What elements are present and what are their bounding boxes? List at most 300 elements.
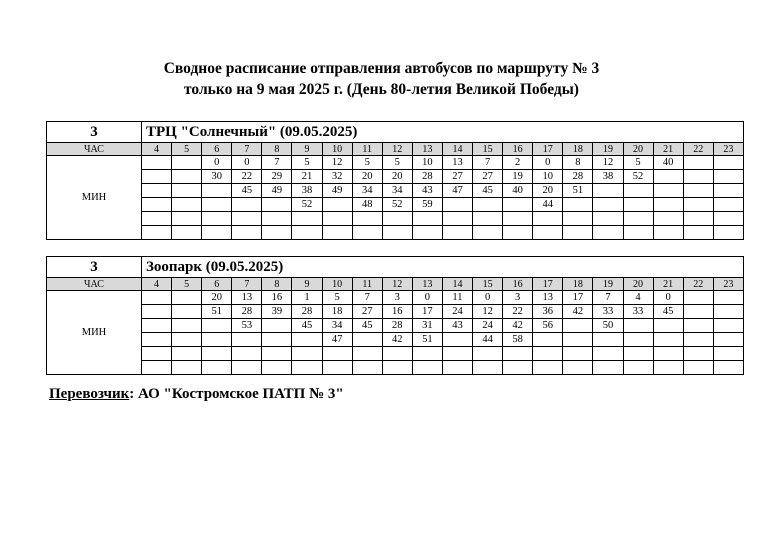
hour-cell: 11: [352, 143, 382, 156]
minute-cell: 19: [503, 170, 533, 184]
minute-cell: 20: [382, 170, 412, 184]
hour-cell: 23: [713, 143, 743, 156]
hour-cell: 12: [382, 278, 412, 291]
minute-cell: 16: [382, 305, 412, 319]
minute-cell: 50: [593, 319, 623, 333]
minute-cell: [352, 226, 382, 240]
minute-cell: 10: [533, 170, 563, 184]
minute-cell: [713, 291, 743, 305]
minute-cell: [292, 333, 322, 347]
minute-cell: 5: [292, 156, 322, 170]
minute-cell: [442, 333, 472, 347]
minute-cell: [202, 333, 232, 347]
minute-cell: 2: [503, 156, 533, 170]
minute-cell: [653, 333, 683, 347]
hour-label: ЧАС: [47, 143, 142, 156]
minute-cell: 16: [262, 291, 292, 305]
minute-cell: [593, 347, 623, 361]
minute-cell: [172, 333, 202, 347]
minute-cell: [623, 198, 653, 212]
minute-cell: [142, 319, 172, 333]
minute-cell: 24: [442, 305, 472, 319]
minute-cell: 28: [563, 170, 593, 184]
minute-cell: [322, 361, 352, 375]
minute-cell: [352, 361, 382, 375]
minute-cell: [352, 347, 382, 361]
minute-cell: 43: [412, 184, 442, 198]
hour-cell: 15: [473, 278, 503, 291]
minute-label: МИН: [47, 156, 142, 240]
minute-cell: [473, 347, 503, 361]
minute-cell: 5: [623, 156, 653, 170]
minute-cell: [322, 347, 352, 361]
minute-cell: [683, 333, 713, 347]
minute-cell: [172, 170, 202, 184]
minute-cell: 49: [322, 184, 352, 198]
minute-cell: [473, 198, 503, 212]
minute-cell: 47: [322, 333, 352, 347]
minute-cell: 11: [442, 291, 472, 305]
minute-cell: 13: [232, 291, 262, 305]
minute-cell: [713, 184, 743, 198]
minute-cell: [442, 361, 472, 375]
minute-cell: [653, 361, 683, 375]
minute-cell: [473, 361, 503, 375]
minute-cell: [232, 333, 262, 347]
minute-cell: [593, 212, 623, 226]
minute-cell: [172, 198, 202, 212]
minute-cell: 45: [292, 319, 322, 333]
minute-cell: 32: [322, 170, 352, 184]
minute-cell: [683, 361, 713, 375]
minute-cell: 28: [412, 170, 442, 184]
minute-cell: [623, 333, 653, 347]
hour-cell: 18: [563, 143, 593, 156]
hour-cell: 5: [172, 278, 202, 291]
minute-cell: [683, 226, 713, 240]
minute-cell: [503, 347, 533, 361]
minute-cell: [262, 226, 292, 240]
minute-row: [47, 170, 744, 184]
minute-cell: 20: [352, 170, 382, 184]
minute-cell: [713, 319, 743, 333]
schedule-table-solnechny: [46, 121, 744, 240]
minute-cell: 7: [352, 291, 382, 305]
minute-cell: 34: [382, 184, 412, 198]
minute-cell: [503, 226, 533, 240]
minute-cell: [232, 347, 262, 361]
hour-cell: 9: [292, 143, 322, 156]
minute-cell: [262, 319, 292, 333]
minute-cell: [653, 198, 683, 212]
minute-cell: [412, 361, 442, 375]
minute-cell: 12: [473, 305, 503, 319]
minute-cell: [382, 226, 412, 240]
minute-cell: [442, 226, 472, 240]
minute-cell: [142, 170, 172, 184]
minute-cell: [202, 198, 232, 212]
minute-cell: [593, 333, 623, 347]
minute-cell: [442, 212, 472, 226]
minute-cell: 51: [563, 184, 593, 198]
minute-cell: [623, 361, 653, 375]
minute-cell: 33: [623, 305, 653, 319]
minute-cell: [533, 333, 563, 347]
minute-cell: [412, 226, 442, 240]
hour-cell: 6: [202, 278, 232, 291]
minute-cell: [533, 226, 563, 240]
minute-cell: 27: [352, 305, 382, 319]
hour-cell: 8: [262, 278, 292, 291]
minute-cell: 34: [322, 319, 352, 333]
minute-cell: 56: [533, 319, 563, 333]
minute-cell: [172, 184, 202, 198]
minute-cell: 5: [382, 156, 412, 170]
minute-cell: 59: [412, 198, 442, 212]
minute-cell: [142, 305, 172, 319]
minute-cell: [503, 212, 533, 226]
hour-cell: 4: [142, 143, 172, 156]
minute-cell: 13: [533, 291, 563, 305]
carrier-label: Перевозчик: [49, 386, 130, 402]
minute-cell: [713, 198, 743, 212]
minute-cell: [262, 361, 292, 375]
minute-cell: [563, 212, 593, 226]
minute-cell: 45: [473, 184, 503, 198]
minute-cell: [713, 333, 743, 347]
minute-cell: [172, 212, 202, 226]
minute-cell: 17: [563, 291, 593, 305]
route-number: 3: [47, 122, 142, 143]
minute-cell: 27: [473, 170, 503, 184]
minute-cell: 21: [292, 170, 322, 184]
stop-name: Зоопарк (09.05.2025): [142, 257, 744, 278]
minute-cell: [322, 212, 352, 226]
minute-cell: [232, 361, 262, 375]
minute-label: МИН: [47, 291, 142, 375]
minute-cell: 8: [563, 156, 593, 170]
minute-cell: 7: [473, 156, 503, 170]
minute-row: [47, 333, 744, 347]
minute-cell: [142, 361, 172, 375]
minute-row: [47, 156, 744, 170]
minute-cell: 10: [412, 156, 442, 170]
schedule-table-zoopark: [46, 256, 744, 375]
minute-cell: 45: [352, 319, 382, 333]
hour-cell: 4: [142, 278, 172, 291]
hour-cell: 13: [412, 278, 442, 291]
minute-row: [47, 226, 744, 240]
minute-cell: 12: [593, 156, 623, 170]
minute-cell: 29: [262, 170, 292, 184]
minute-cell: [232, 198, 262, 212]
minute-cell: [683, 156, 713, 170]
minute-cell: 45: [232, 184, 262, 198]
minute-cell: 22: [503, 305, 533, 319]
hour-cell: 12: [382, 143, 412, 156]
minute-cell: 45: [653, 305, 683, 319]
minute-cell: [713, 170, 743, 184]
minute-cell: 53: [232, 319, 262, 333]
minute-cell: [262, 347, 292, 361]
minute-cell: [412, 212, 442, 226]
minute-cell: 52: [382, 198, 412, 212]
minute-cell: [683, 347, 713, 361]
minute-cell: [713, 212, 743, 226]
minute-cell: [563, 226, 593, 240]
hour-cell: 13: [412, 143, 442, 156]
minute-cell: [352, 333, 382, 347]
minute-cell: [653, 184, 683, 198]
minute-cell: [713, 156, 743, 170]
minute-cell: [292, 347, 322, 361]
minute-cell: [563, 333, 593, 347]
minute-cell: [352, 212, 382, 226]
minute-cell: [623, 212, 653, 226]
minute-cell: [142, 184, 172, 198]
minute-cell: [593, 184, 623, 198]
minute-cell: 49: [262, 184, 292, 198]
minute-cell: [172, 156, 202, 170]
hour-cell: 18: [563, 278, 593, 291]
minute-cell: 0: [232, 156, 262, 170]
hour-cell: 10: [322, 143, 352, 156]
hour-cell: 14: [442, 143, 472, 156]
minute-cell: [202, 184, 232, 198]
minute-cell: [442, 347, 472, 361]
minute-cell: [202, 319, 232, 333]
minute-cell: 34: [352, 184, 382, 198]
minute-row: [47, 305, 744, 319]
hour-cell: 22: [683, 143, 713, 156]
minute-cell: 20: [533, 184, 563, 198]
minute-cell: [653, 212, 683, 226]
minute-cell: [713, 361, 743, 375]
minute-cell: [563, 319, 593, 333]
minute-cell: [322, 198, 352, 212]
minute-cell: 7: [262, 156, 292, 170]
minute-cell: [262, 333, 292, 347]
title-line-1: Сводное расписание отправления автобусов по маршруту № 3: [163, 60, 600, 77]
minute-cell: [382, 212, 412, 226]
carrier-name: : АО "Костромское ПАТП № 3": [129, 386, 344, 402]
minute-cell: [262, 198, 292, 212]
minute-cell: 18: [322, 305, 352, 319]
minute-cell: [172, 305, 202, 319]
minute-cell: 39: [262, 305, 292, 319]
hour-cell: 6: [202, 143, 232, 156]
minute-row: [47, 319, 744, 333]
hour-cell: 23: [713, 278, 743, 291]
minute-cell: 40: [503, 184, 533, 198]
minute-cell: [533, 212, 563, 226]
minute-cell: [412, 347, 442, 361]
minute-cell: 12: [322, 156, 352, 170]
hour-cell: 11: [352, 278, 382, 291]
minute-cell: [473, 226, 503, 240]
minute-cell: [142, 198, 172, 212]
minute-cell: [503, 361, 533, 375]
carrier-line: [49, 386, 344, 403]
hour-cell: 9: [292, 278, 322, 291]
minute-cell: [142, 226, 172, 240]
minute-cell: [172, 226, 202, 240]
minute-cell: 28: [232, 305, 262, 319]
minute-cell: 22: [232, 170, 262, 184]
minute-cell: [232, 226, 262, 240]
minute-cell: [503, 198, 533, 212]
minute-cell: [623, 319, 653, 333]
minute-cell: [262, 212, 292, 226]
minute-cell: 47: [442, 184, 472, 198]
minute-cell: [563, 361, 593, 375]
document-title: [0, 58, 763, 100]
hour-cell: 22: [683, 278, 713, 291]
minute-cell: 48: [352, 198, 382, 212]
minute-cell: [683, 291, 713, 305]
minute-cell: [142, 212, 172, 226]
minute-cell: 44: [473, 333, 503, 347]
minute-cell: 0: [653, 291, 683, 305]
minute-cell: [232, 212, 262, 226]
minute-cell: [713, 305, 743, 319]
minute-row: [47, 198, 744, 212]
minute-cell: [382, 361, 412, 375]
hour-cell: 20: [623, 143, 653, 156]
minute-cell: 17: [412, 305, 442, 319]
minute-cell: [172, 319, 202, 333]
minute-cell: [563, 198, 593, 212]
minute-cell: 42: [563, 305, 593, 319]
minute-cell: 52: [623, 170, 653, 184]
minute-cell: [202, 212, 232, 226]
minute-cell: [563, 347, 593, 361]
minute-cell: [683, 170, 713, 184]
minute-cell: [623, 226, 653, 240]
minute-cell: 31: [412, 319, 442, 333]
minute-cell: 40: [653, 156, 683, 170]
minute-row: [47, 212, 744, 226]
minute-cell: [533, 361, 563, 375]
stop-name: ТРЦ "Солнечный" (09.05.2025): [142, 122, 744, 143]
hour-cell: 8: [262, 143, 292, 156]
minute-cell: 52: [292, 198, 322, 212]
minute-cell: [713, 347, 743, 361]
hour-cell: 5: [172, 143, 202, 156]
route-number: 3: [47, 257, 142, 278]
minute-cell: [533, 347, 563, 361]
minute-cell: 51: [202, 305, 232, 319]
minute-cell: [292, 212, 322, 226]
minute-cell: 0: [533, 156, 563, 170]
minute-cell: 20: [202, 291, 232, 305]
hour-cell: 7: [232, 143, 262, 156]
minute-cell: [713, 226, 743, 240]
minute-cell: [653, 226, 683, 240]
hour-cell: 15: [473, 143, 503, 156]
minute-cell: [142, 333, 172, 347]
hour-cell: 20: [623, 278, 653, 291]
hour-cell: 19: [593, 278, 623, 291]
minute-row: [47, 361, 744, 375]
minute-row: [47, 291, 744, 305]
minute-cell: 43: [442, 319, 472, 333]
minute-cell: 30: [202, 170, 232, 184]
minute-cell: 5: [322, 291, 352, 305]
minute-cell: [442, 198, 472, 212]
minute-cell: 58: [503, 333, 533, 347]
hour-cell: 21: [653, 278, 683, 291]
minute-cell: [683, 305, 713, 319]
minute-cell: [623, 184, 653, 198]
minute-cell: 44: [533, 198, 563, 212]
minute-cell: 36: [533, 305, 563, 319]
minute-cell: [142, 156, 172, 170]
minute-cell: [683, 198, 713, 212]
minute-cell: [382, 347, 412, 361]
minute-cell: 3: [503, 291, 533, 305]
minute-row: [47, 347, 744, 361]
minute-cell: 0: [473, 291, 503, 305]
minute-cell: [473, 212, 503, 226]
minute-cell: [593, 361, 623, 375]
hour-cell: 17: [533, 278, 563, 291]
minute-cell: [292, 226, 322, 240]
minute-cell: 13: [442, 156, 472, 170]
minute-row: [47, 184, 744, 198]
minute-cell: [683, 184, 713, 198]
minute-cell: [653, 319, 683, 333]
minute-cell: 38: [292, 184, 322, 198]
hour-cell: 14: [442, 278, 472, 291]
minute-cell: [142, 291, 172, 305]
minute-cell: [202, 226, 232, 240]
minute-cell: [172, 361, 202, 375]
hour-cell: 17: [533, 143, 563, 156]
minute-cell: [142, 347, 172, 361]
minute-cell: 1: [292, 291, 322, 305]
minute-cell: 4: [623, 291, 653, 305]
hour-cell: 10: [322, 278, 352, 291]
minute-cell: 0: [412, 291, 442, 305]
minute-cell: [683, 319, 713, 333]
hour-cell: 21: [653, 143, 683, 156]
minute-cell: [593, 226, 623, 240]
minute-cell: 42: [503, 319, 533, 333]
minute-cell: 24: [473, 319, 503, 333]
minute-cell: [593, 198, 623, 212]
minute-cell: [322, 226, 352, 240]
minute-cell: [623, 347, 653, 361]
minute-cell: 5: [352, 156, 382, 170]
minute-cell: 33: [593, 305, 623, 319]
minute-cell: 27: [442, 170, 472, 184]
minute-cell: 38: [593, 170, 623, 184]
minute-cell: 0: [202, 156, 232, 170]
minute-cell: 3: [382, 291, 412, 305]
minute-cell: [683, 212, 713, 226]
minute-cell: [172, 291, 202, 305]
minute-cell: 51: [412, 333, 442, 347]
hour-cell: 19: [593, 143, 623, 156]
minute-cell: 7: [593, 291, 623, 305]
minute-cell: [172, 347, 202, 361]
minute-cell: [653, 170, 683, 184]
title-line-2: только на 9 мая 2025 г. (День 80-летия Великой Победы): [184, 81, 579, 98]
minute-cell: [202, 361, 232, 375]
minute-cell: [653, 347, 683, 361]
hour-cell: 16: [503, 278, 533, 291]
